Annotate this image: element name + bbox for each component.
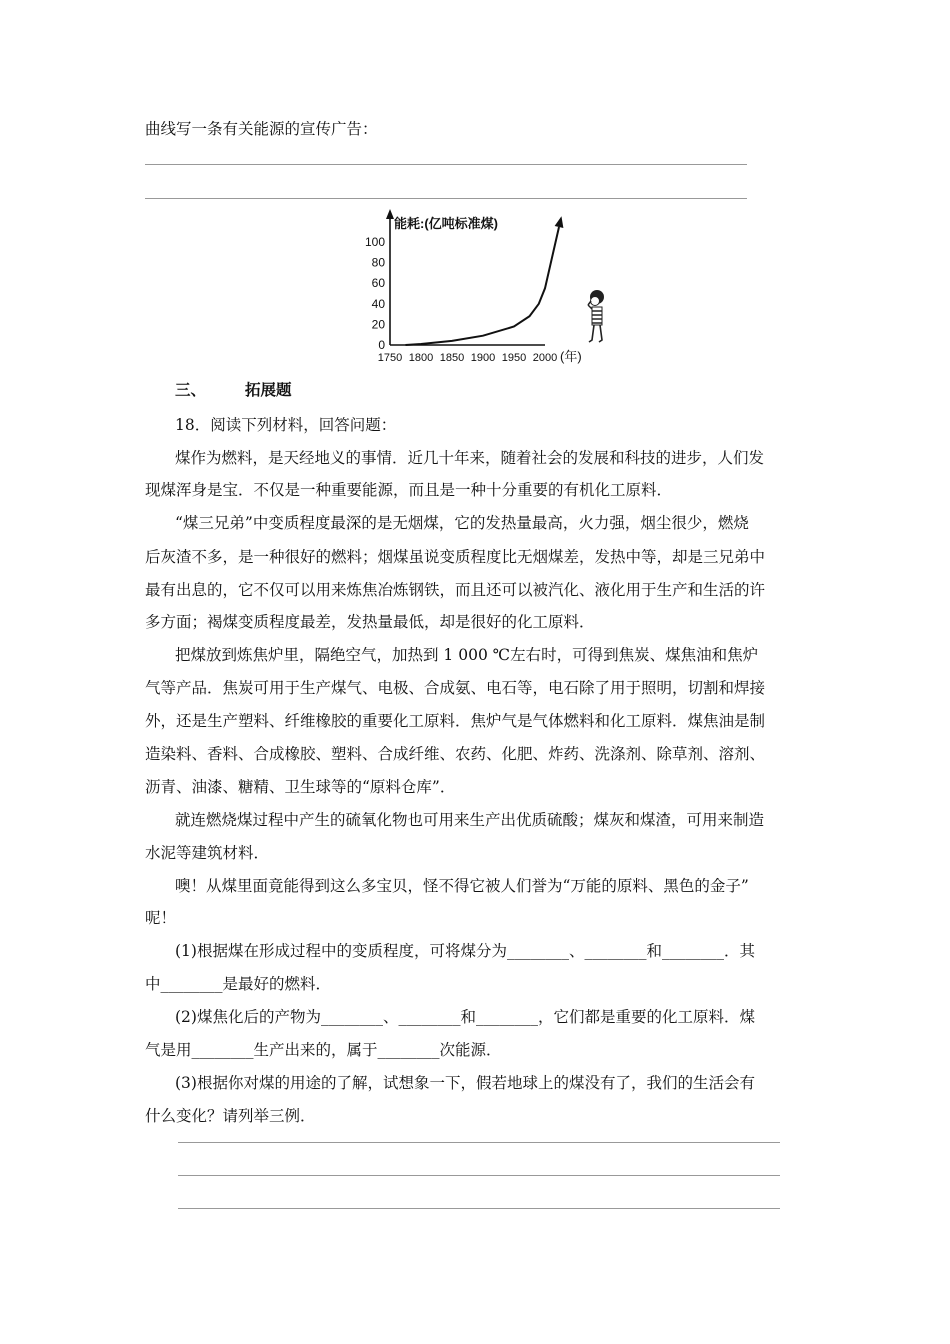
y-tick-label: 80 [371,255,385,270]
y-axis-label: 能耗:(亿吨标准煤) [394,216,498,231]
energy-consumption-chart [360,205,630,367]
paragraph-line: 沥青、油漆、糖精、卫生球等的“原料仓库”． [145,778,456,796]
energy-curve [406,227,560,345]
paragraph-line: 煤作为燃料，是天经地义的事情．近几十年来，随着社会的发展和科技的进步，人们发 [175,449,765,467]
x-tick-label: 1750 [377,352,403,364]
paragraph-line: 呢！ [145,909,177,927]
y-tick-label: 100 [364,235,385,249]
paragraph-line: 外，还是生产塑料、纤维橡胶的重要化工原料．焦炉气是气体燃料和化工原料．煤焦油是制 [145,712,766,730]
answer-line[interactable] [178,1175,780,1176]
paragraph-line: 就连燃烧煤过程中产生的硫氧化物也可用来生产出优质硫酸；煤灰和煤渣，可用来制造 [175,811,765,829]
sub-question-3-cont: 什么变化？请列举三例． [145,1107,316,1125]
section-number: 三、 [175,381,207,399]
x-tick-label: 1950 [501,352,527,364]
y-axis-arrow [386,209,394,219]
curve-arrow [555,216,564,228]
y-tick-label: 60 [371,276,385,291]
paragraph-line: 后灰渣不多，是一种很好的燃料；烟煤虽说变质程度比无烟煤差，发热中等，却是三兄弟中 [145,548,766,566]
paragraph-line: 最有出息的，它不仅可以用来炼焦冶炼钢铁，而且还可以被汽化、液化用于生产和生活的许 [145,581,766,599]
answer-line[interactable] [145,198,747,199]
paragraph-line: 气等产品．焦炭可用于生产煤气、电极、合成氨、电石等，电石除了用于照明，切割和焊接 [145,679,766,697]
sub-question-1: (1)根据煤在形成过程中的变质程度，可将煤分为________、________和________．其 [175,942,755,960]
sub-question-2: (2)煤焦化后的产物为________、________和________，它们都是重要的化工原料．煤 [175,1008,755,1026]
x-tick-label: 1800 [408,352,434,364]
paragraph-line: 多方面；褐煤变质程度最差，发热量最低，却是很好的化工原料． [145,613,595,631]
x-tick-label: 1850 [439,352,465,364]
y-tick-label: 0 [378,338,385,352]
paragraph-line: 把煤放到炼焦炉里，隔绝空气，加热到 1 000 ℃左右时，可得到焦炭、煤焦油和焦炉 [175,646,759,664]
answer-line[interactable] [145,164,747,165]
y-tick-label: 40 [371,296,385,311]
paragraph-line: 现煤浑身是宝．不仅是一种重要能源，而且是一种十分重要的有机化工原料． [145,481,673,499]
paragraph-line: “煤三兄弟”中变质程度最深的是无烟煤，它的发热量最高，火力强，烟尘很少，燃烧 [175,514,749,532]
paragraph-line: 水泥等建筑材料． [145,844,270,862]
paragraph-line: 造染料、香料、合成橡胶、塑料、合成纤维、农药、化肥、炸药、洗涤剂、除草剂、溶剂、 [145,745,766,763]
x-tick-label: 1900 [470,352,496,364]
answer-line[interactable] [178,1142,780,1143]
x-axis-label: (年) [560,349,582,364]
sub-question-1-cont: 中________是最好的燃料． [145,975,332,993]
x-tick-label: 2000 [532,352,558,364]
y-tick-label: 20 [371,317,385,332]
intro-text: 曲线写一条有关能源的宣传广告： [145,120,378,138]
question-number: 18．阅读下列材料，回答问题： [175,416,397,434]
answer-line[interactable] [178,1208,780,1209]
section-heading [175,378,292,400]
paragraph-line: 噢！从煤里面竟能得到这么多宝贝，怪不得它被人们誉为“万能的原料、黑色的金子” [175,877,749,895]
cartoon-figure [588,290,604,342]
sub-question-2-cont: 气是用________生产出来的，属于________次能源． [145,1041,502,1059]
sub-question-3: (3)根据你对煤的用途的了解，试想象一下，假若地球上的煤没有了，我们的生活会有 [175,1074,755,1092]
section-title: 拓展题 [245,381,292,399]
